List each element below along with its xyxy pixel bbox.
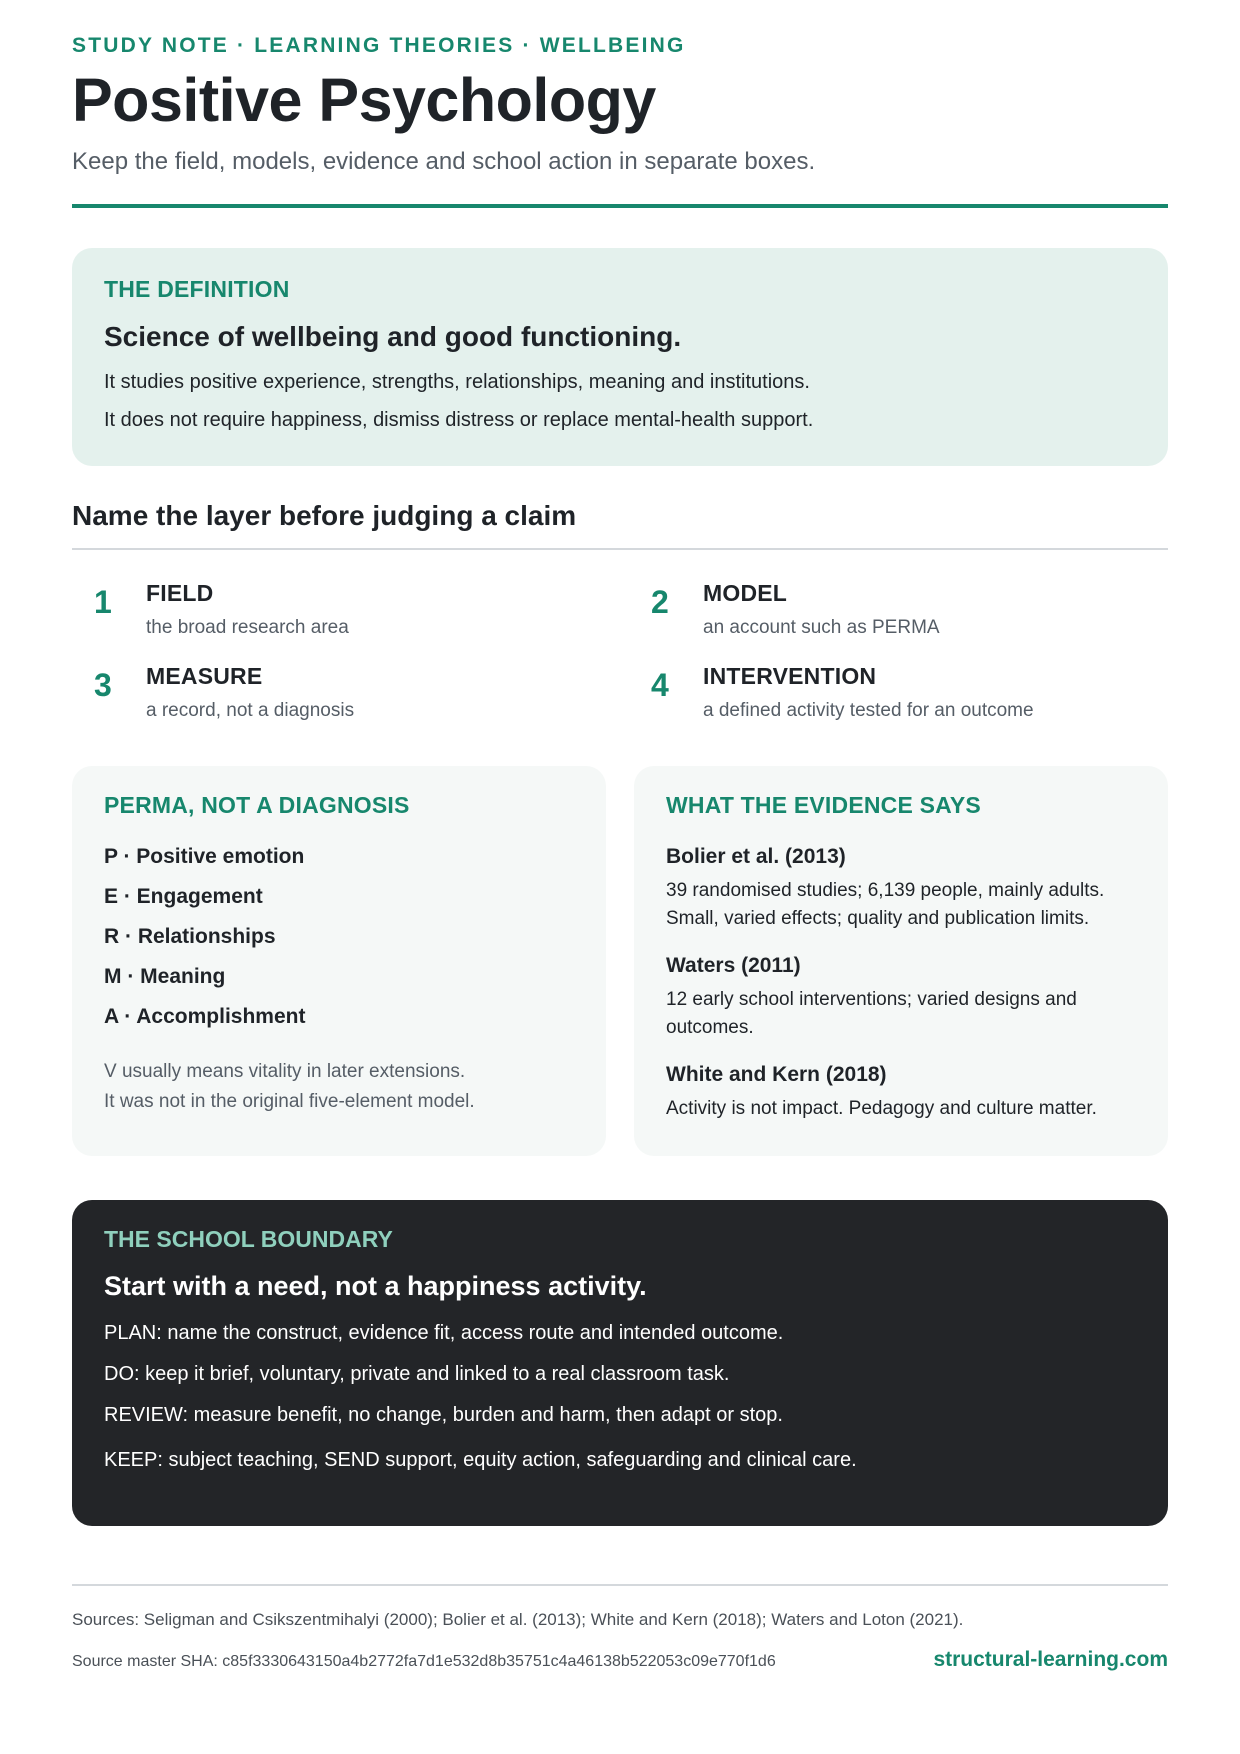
layer-description: a defined activity tested for an outcome xyxy=(703,700,1034,722)
evidence-list xyxy=(666,845,1136,1123)
evidence-card xyxy=(634,766,1168,1156)
source-sha: Source master SHA: c85f3330643150a4b2772fa7d1e532d8b35751c4a46138b522053c09e770f1d6 xyxy=(72,1653,776,1671)
page-subtitle: Keep the field, models, evidence and school action in separate boxes. xyxy=(72,148,816,176)
perma-note-line: V usually means vitality in later extensions. xyxy=(104,1061,466,1083)
layer-item-model xyxy=(651,580,1168,639)
footer-row xyxy=(72,1648,1168,1672)
layer-item-measure xyxy=(94,663,611,722)
layers-grid xyxy=(72,550,1168,722)
definition-kicker: THE DEFINITION xyxy=(104,276,290,303)
layer-number: 2 xyxy=(651,584,669,621)
footer-divider xyxy=(72,1584,1168,1586)
school-headline: Start with a need, not a happiness activity. xyxy=(104,1271,647,1302)
evidence-line: Small, varied effects; quality and publication limits. xyxy=(666,907,1090,929)
school-boundary-box xyxy=(72,1200,1168,1526)
two-column-cards xyxy=(72,766,1168,1156)
evidence-source: White and Kern (2018) xyxy=(666,1063,887,1087)
evidence-line: 39 randomised studies; 6,139 people, mainly adults. xyxy=(666,880,1105,902)
layer-item-field xyxy=(94,580,611,639)
definition-line: It studies positive experience, strengths, relationships, meaning and institutions. xyxy=(104,371,810,394)
school-do-line: DO: keep it brief, voluntary, private and linked to a real classroom task. xyxy=(104,1363,730,1386)
perma-item: R · Relationships xyxy=(104,925,276,949)
perma-item: P · Positive emotion xyxy=(104,845,305,869)
evidence-source: Waters (2011) xyxy=(666,954,801,978)
evidence-line: 12 early school interventions; varied designs and outcomes. xyxy=(666,989,1077,1038)
evidence-item xyxy=(666,954,1136,1041)
page-title: Positive Psychology xyxy=(72,66,656,134)
evidence-item xyxy=(666,1063,1136,1123)
layer-name: MODEL xyxy=(703,580,788,607)
site-link[interactable]: structural-learning.com xyxy=(933,1648,1168,1672)
definition-line: It does not require happiness, dismiss distress or replace mental-health support. xyxy=(104,409,814,432)
school-keep-line: KEEP: subject teaching, SEND support, equity action, safeguarding and clinical care. xyxy=(104,1449,857,1472)
school-plan-line: PLAN: name the construct, evidence fit, access route and intended outcome. xyxy=(104,1322,784,1345)
layer-name: INTERVENTION xyxy=(703,663,877,690)
definition-headline: Science of wellbeing and good functioning. xyxy=(104,321,682,353)
perma-item: A · Accomplishment xyxy=(104,1005,306,1029)
layer-name: MEASURE xyxy=(146,663,263,690)
sources-line: Sources: Seligman and Csikszentmihalyi (2000); Bolier et al. (2013); White and Kern (2018); Waters and Loton (2021). xyxy=(72,1610,964,1630)
evidence-line: Activity is not impact. Pedagogy and culture matter. xyxy=(666,1098,1097,1120)
perma-item: M · Meaning xyxy=(104,965,226,989)
definition-box xyxy=(72,248,1168,466)
perma-list xyxy=(104,845,574,1029)
layer-name: FIELD xyxy=(146,580,214,607)
header-divider xyxy=(72,204,1168,208)
school-review-line: REVIEW: measure benefit, no change, burden and harm, then adapt or stop. xyxy=(104,1404,783,1427)
perma-item: E · Engagement xyxy=(104,885,263,909)
layer-description: a record, not a diagnosis xyxy=(146,700,355,722)
layer-number: 4 xyxy=(651,667,669,704)
layer-description: an account such as PERMA xyxy=(703,617,940,639)
evidence-source: Bolier et al. (2013) xyxy=(666,845,846,869)
layer-description: the broad research area xyxy=(146,617,349,639)
perma-note-line: It was not in the original five-element model. xyxy=(104,1091,475,1113)
perma-card xyxy=(72,766,606,1156)
layers-title: Name the layer before judging a claim xyxy=(72,500,577,532)
school-kicker: THE SCHOOL BOUNDARY xyxy=(104,1226,393,1253)
perma-note xyxy=(104,1057,574,1118)
layer-number: 3 xyxy=(94,667,112,704)
eyebrow: STUDY NOTE · LEARNING THEORIES · WELLBEING xyxy=(72,34,686,57)
evidence-item xyxy=(666,845,1136,932)
layer-item-intervention xyxy=(651,663,1168,722)
layer-number: 1 xyxy=(94,584,112,621)
evidence-kicker: WHAT THE EVIDENCE SAYS xyxy=(666,792,981,819)
perma-kicker: PERMA, NOT A DIAGNOSIS xyxy=(104,792,410,819)
